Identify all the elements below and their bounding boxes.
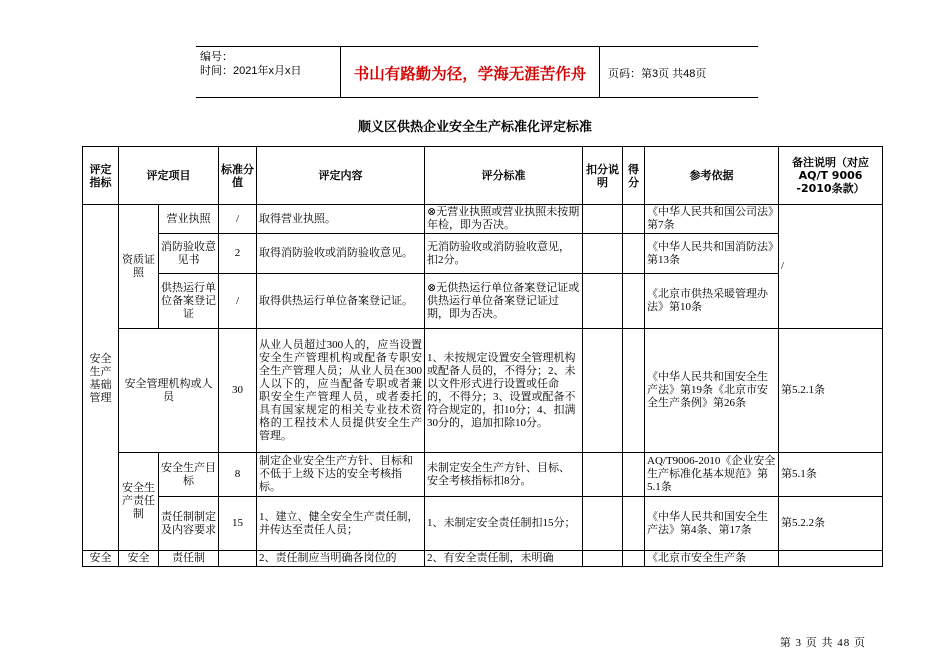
content-cell: 取得消防验收或消防验收意见。: [257, 234, 425, 274]
basis-cell: 《中华人民共和国安全生产法》第4条、第17条: [645, 497, 779, 551]
score-cell: 15: [219, 497, 257, 551]
content-cell: 取得供热运行单位备案登记证。: [257, 274, 425, 329]
group-basic-management: 安全生产基础管理: [83, 205, 119, 551]
content-cell: 2、责任制应当明确各岗位的: [257, 551, 425, 567]
got-cell: [623, 329, 645, 453]
col-header-remark: 备注说明（对应AQ/T 9006 -2010条款）: [779, 147, 883, 205]
header-bottom-rule: [196, 97, 758, 98]
deduct-cell: [583, 274, 623, 329]
criteria-cell: ⊗无营业执照或营业执照未按期年检，即为否决。: [425, 205, 583, 234]
header-meta: [200, 50, 301, 78]
criteria-cell: 无消防验收或消防验收意见，扣2分。: [425, 234, 583, 274]
group-qualification: 资质证照: [119, 205, 159, 329]
got-cell: [623, 497, 645, 551]
score-cell: /: [219, 274, 257, 329]
got-cell: [623, 453, 645, 497]
item-safety-goals: 安全生产目标: [159, 453, 219, 497]
basis-cell: 《北京市安全生产条: [645, 551, 779, 567]
criteria-cell: 2、有安全责任制，未明确: [425, 551, 583, 567]
score-cell: 8: [219, 453, 257, 497]
got-cell: [623, 205, 645, 234]
table-row: [83, 497, 883, 551]
remark-cell: 第5.2.2条: [779, 497, 883, 551]
group-responsibility: 安全生产责任制: [119, 453, 159, 551]
criteria-cell: 1、未制定安全责任制扣15分；: [425, 497, 583, 551]
deduct-cell: [583, 234, 623, 274]
item-business-license: 营业执照: [159, 205, 219, 234]
remark-cell: 第5.1条: [779, 453, 883, 497]
col-header-got: 得分: [623, 147, 645, 205]
footer-page-number: 第 3 页 共 48 页: [779, 637, 866, 649]
group-cut-1: 安全: [83, 551, 119, 567]
col-header-basis: 参考依据: [645, 147, 779, 205]
document-title: 顺义区供热企业安全生产标准化评定标准: [357, 120, 592, 135]
item-cut: 责任制: [159, 551, 219, 567]
basis-cell: 《中华人民共和国消防法》第13条: [645, 234, 779, 274]
basis-cell: 《北京市供热采暖管理办法》第10条: [645, 274, 779, 329]
item-safety-organization: 安全管理机构或人员: [119, 329, 219, 453]
table-row: [83, 205, 883, 234]
motto: 书山有路勤为径，学海无涯苦作舟: [353, 65, 587, 83]
table-row: [83, 453, 883, 497]
table-row: [83, 274, 883, 329]
motto-box: [340, 46, 600, 97]
col-header-content: 评定内容: [257, 147, 425, 205]
score-cell: 30: [219, 329, 257, 453]
content-cell: 取得营业执照。: [257, 205, 425, 234]
deduct-cell: [583, 551, 623, 567]
table-header-row: [83, 147, 883, 205]
deduct-cell: [583, 453, 623, 497]
col-header-score: 标准分值: [219, 147, 257, 205]
got-cell: [623, 274, 645, 329]
table-row: [83, 551, 883, 567]
criteria-cell: ⊗无供热运行单位备案登记证或供热运行单位备案登记证过期，即为否决。: [425, 274, 583, 329]
deduct-cell: [583, 497, 623, 551]
score-cell: 2: [219, 234, 257, 274]
deduct-cell: [583, 205, 623, 234]
score-cell: /: [219, 205, 257, 234]
remark-cell: 第5.2.1条: [779, 329, 883, 453]
criteria-cell: 未制定安全生产方针、目标、安全考核指标扣8分。: [425, 453, 583, 497]
item-responsibility-system: 责任制制定及内容要求: [159, 497, 219, 551]
basis-cell: 《中华人民共和国公司法》第7条: [645, 205, 779, 234]
score-cell: [219, 551, 257, 567]
remark-cell: [779, 551, 883, 567]
time-label: 时间：2021年x月x日: [200, 65, 302, 77]
table-row: [83, 329, 883, 453]
table-row: [83, 234, 883, 274]
group-cut-2: 安全: [119, 551, 159, 567]
content-cell: 制定企业安全生产方针、目标和不低于上级下达的安全考核指标。: [257, 453, 425, 497]
content-cell: 1、建立、健全安全生产责任制，并传达至责任人员；: [257, 497, 425, 551]
content-cell: 从业人员超过300人的，应当设置安全生产管理机构或配备专职安全生产管理人员；从业人员在300人以下的，应当配备专职或者兼职安全生产管理人员，或者委托具有国家规定的相关专业技术资格的工程技术人员提供安全生产管理。: [257, 329, 425, 453]
got-cell: [623, 234, 645, 274]
col-header-indicator: 评定指标: [83, 147, 119, 205]
item-fire-acceptance: 消防验收意见书: [159, 234, 219, 274]
criteria-table: [82, 146, 883, 567]
col-header-item: 评定项目: [119, 147, 219, 205]
col-header-criteria: 评分标准: [425, 147, 583, 205]
basis-cell: 《中华人民共和国安全生产法》第19条《北京市安全生产条例》第26条: [645, 329, 779, 453]
page-header: [196, 46, 758, 98]
col-header-deduct: 扣分说明: [583, 147, 623, 205]
basis-cell: AQ/T9006-2010《企业安全生产标准化基本规范》第5.1条: [645, 453, 779, 497]
item-heating-registration: 供热运行单位备案登记证: [159, 274, 219, 329]
page-label: 页码：第3页 共48页: [608, 68, 707, 80]
got-cell: [623, 551, 645, 567]
remark-cell: /: [779, 205, 883, 329]
deduct-cell: [583, 329, 623, 453]
criteria-cell: 1、未按规定设置安全管理机构或配备人员的，不得分；2、未以文件形式进行设置或任命的，不得分；3、设置或配备不符合规定的，扣10分；4、扣满30分的，追加扣除10分。: [425, 329, 583, 453]
serial-label: 编号：: [200, 51, 233, 63]
